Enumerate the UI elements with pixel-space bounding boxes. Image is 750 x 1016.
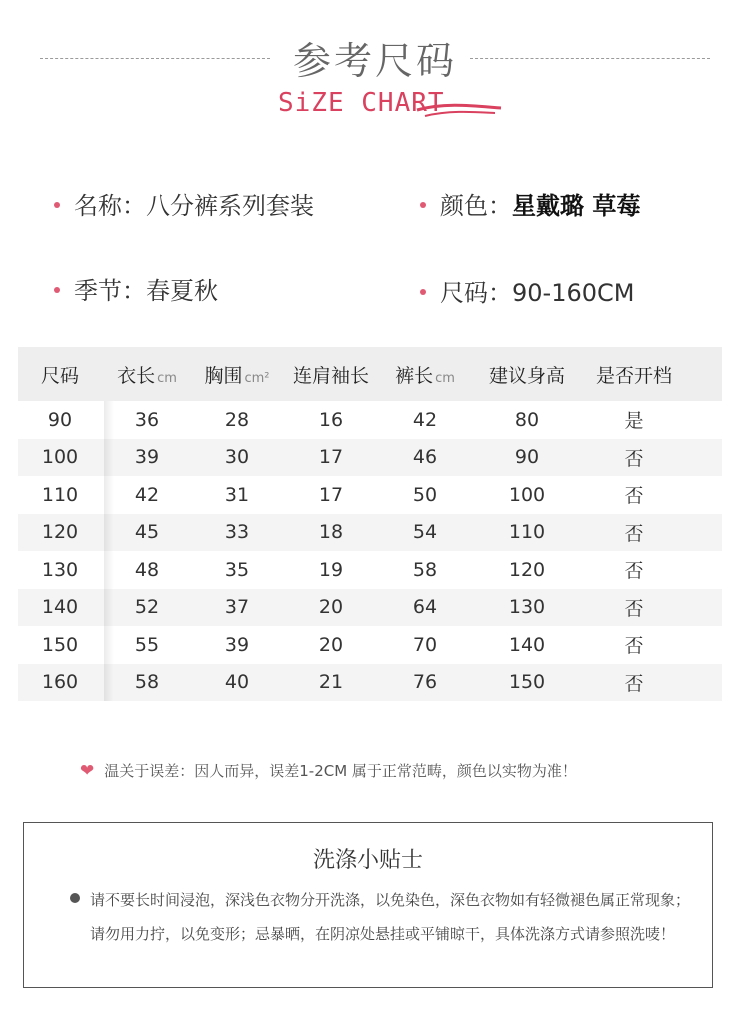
size-table xyxy=(18,347,722,701)
table-cell: 130 xyxy=(508,596,546,619)
table-cell: 150 xyxy=(41,633,79,656)
table-cell: 37 xyxy=(224,596,250,619)
table-cell: 160 xyxy=(41,671,79,694)
header-cell xyxy=(18,361,102,388)
info-name xyxy=(54,186,314,221)
table-cell: 80 xyxy=(514,408,540,431)
table-cell: 17 xyxy=(318,446,344,469)
table-row xyxy=(18,664,722,702)
table-row xyxy=(18,589,722,627)
table-cell: 110 xyxy=(41,483,79,506)
page-subtitle: SiZE CHART xyxy=(278,88,445,118)
table-header-row xyxy=(18,347,722,401)
header-cell-text: 衣长 xyxy=(117,364,156,387)
table-cell: 54 xyxy=(412,521,438,544)
table-cell: 28 xyxy=(224,408,250,431)
info-season-text: 季节：春夏秋 xyxy=(74,277,218,305)
table-row xyxy=(18,626,722,664)
bullet-dot-icon xyxy=(70,893,80,903)
header-cell xyxy=(282,361,380,388)
heart-icon: ❤ xyxy=(80,761,95,781)
table-cell: 100 xyxy=(41,446,79,469)
table-cell: 39 xyxy=(224,633,250,656)
table-cell: 90 xyxy=(514,446,540,469)
table-cell: 否 xyxy=(624,597,644,620)
table-cell: 120 xyxy=(41,521,79,544)
info-size-label: 尺码： xyxy=(440,279,512,307)
table-cell: 16 xyxy=(318,408,344,431)
wash-tips-box xyxy=(23,822,713,988)
table-cell: 50 xyxy=(412,483,438,506)
table-row xyxy=(18,514,722,552)
info-size xyxy=(420,273,634,308)
error-note-text: 温关于误差：因人而异，误差1-2CM 属于正常范畴，颜色以实物为准！ xyxy=(104,762,577,780)
table-cell: 76 xyxy=(412,671,438,694)
table-cell: 30 xyxy=(224,446,250,469)
table-cell: 64 xyxy=(412,596,438,619)
info-name-text: 名称：八分裤系列套装 xyxy=(74,192,314,220)
header-divider-right xyxy=(470,58,710,59)
bullet-dot-icon xyxy=(420,202,426,208)
error-note xyxy=(80,760,577,781)
header-divider-left xyxy=(40,58,270,59)
wash-tips-title: 洗涤小贴士 xyxy=(312,848,423,873)
table-cell: 39 xyxy=(134,446,160,469)
table-cell: 52 xyxy=(134,596,160,619)
table-cell: 20 xyxy=(318,596,344,619)
table-row xyxy=(18,401,722,439)
table-cell: 否 xyxy=(624,447,644,470)
header xyxy=(0,0,750,140)
table-cell: 是 xyxy=(624,410,644,433)
brush-stroke-icon xyxy=(415,96,505,126)
table-cell: 45 xyxy=(134,521,160,544)
header-cell-text: 尺码 xyxy=(40,364,79,387)
table-cell: 20 xyxy=(318,633,344,656)
table-cell: 70 xyxy=(412,633,438,656)
table-cell: 58 xyxy=(412,558,438,581)
table-cell: 90 xyxy=(47,408,73,431)
bullet-dot-icon xyxy=(54,202,60,208)
header-cell xyxy=(380,361,470,388)
table-row xyxy=(18,439,722,477)
header-cell-unit: cm xyxy=(435,370,455,386)
table-cell: 21 xyxy=(318,671,344,694)
header-cell-unit: cm² xyxy=(244,370,270,386)
info-season xyxy=(54,271,218,306)
table-cell: 55 xyxy=(134,633,160,656)
info-size-value: 90-160CM xyxy=(512,279,635,307)
table-cell: 17 xyxy=(318,483,344,506)
table-cell: 31 xyxy=(224,483,250,506)
table-cell: 40 xyxy=(224,671,250,694)
header-cell-text: 裤长 xyxy=(395,364,434,387)
wash-tips-text: 请不要长时间浸泡，深浅色衣物分开洗涤，以免染色，深色衣物如有轻微褪色属正常现象；请勿用力拧，以免变形；忌暴晒，在阴凉处悬挂或平铺晾干，具体洗涤方式请参照洗唛！ xyxy=(90,891,691,943)
table-cell: 否 xyxy=(624,522,644,545)
table-cell: 58 xyxy=(134,671,160,694)
header-cell-text: 连肩袖长 xyxy=(292,364,369,387)
header-cell-text: 胸围 xyxy=(204,364,243,387)
table-cell: 33 xyxy=(224,521,250,544)
table-row xyxy=(18,476,722,514)
table-cell: 130 xyxy=(41,558,79,581)
table-cell: 120 xyxy=(508,558,546,581)
table-cell: 18 xyxy=(318,521,344,544)
table-cell: 35 xyxy=(224,558,250,581)
header-cell-text: 建议身高 xyxy=(488,364,565,387)
table-cell: 36 xyxy=(134,408,160,431)
table-cell: 100 xyxy=(508,483,546,506)
page-title: 参考尺码 xyxy=(292,39,457,83)
header-cell xyxy=(192,361,282,388)
table-cell: 110 xyxy=(508,521,546,544)
table-cell: 140 xyxy=(41,596,79,619)
table-cell: 48 xyxy=(134,558,160,581)
header-cell xyxy=(102,361,192,388)
table-cell: 否 xyxy=(624,635,644,658)
column-shadow xyxy=(104,401,114,701)
header-cell-text: 是否开档 xyxy=(595,364,672,387)
table-cell: 42 xyxy=(412,408,438,431)
header-cell-unit: cm xyxy=(157,370,177,386)
table-cell: 否 xyxy=(624,672,644,695)
info-color-label: 颜色： xyxy=(440,192,512,220)
table-body xyxy=(18,401,722,701)
table-row xyxy=(18,551,722,589)
table-cell: 140 xyxy=(508,633,546,656)
table-cell: 19 xyxy=(318,558,344,581)
bullet-dot-icon xyxy=(54,287,60,293)
info-color-value: 星戴璐 草莓 xyxy=(512,192,641,220)
table-cell: 42 xyxy=(134,483,160,506)
info-color xyxy=(420,186,640,221)
header-cell xyxy=(470,361,584,388)
header-cell xyxy=(584,361,684,388)
table-cell: 否 xyxy=(624,485,644,508)
table-cell: 否 xyxy=(624,560,644,583)
table-cell: 150 xyxy=(508,671,546,694)
bullet-dot-icon xyxy=(420,289,426,295)
table-cell: 46 xyxy=(412,446,438,469)
